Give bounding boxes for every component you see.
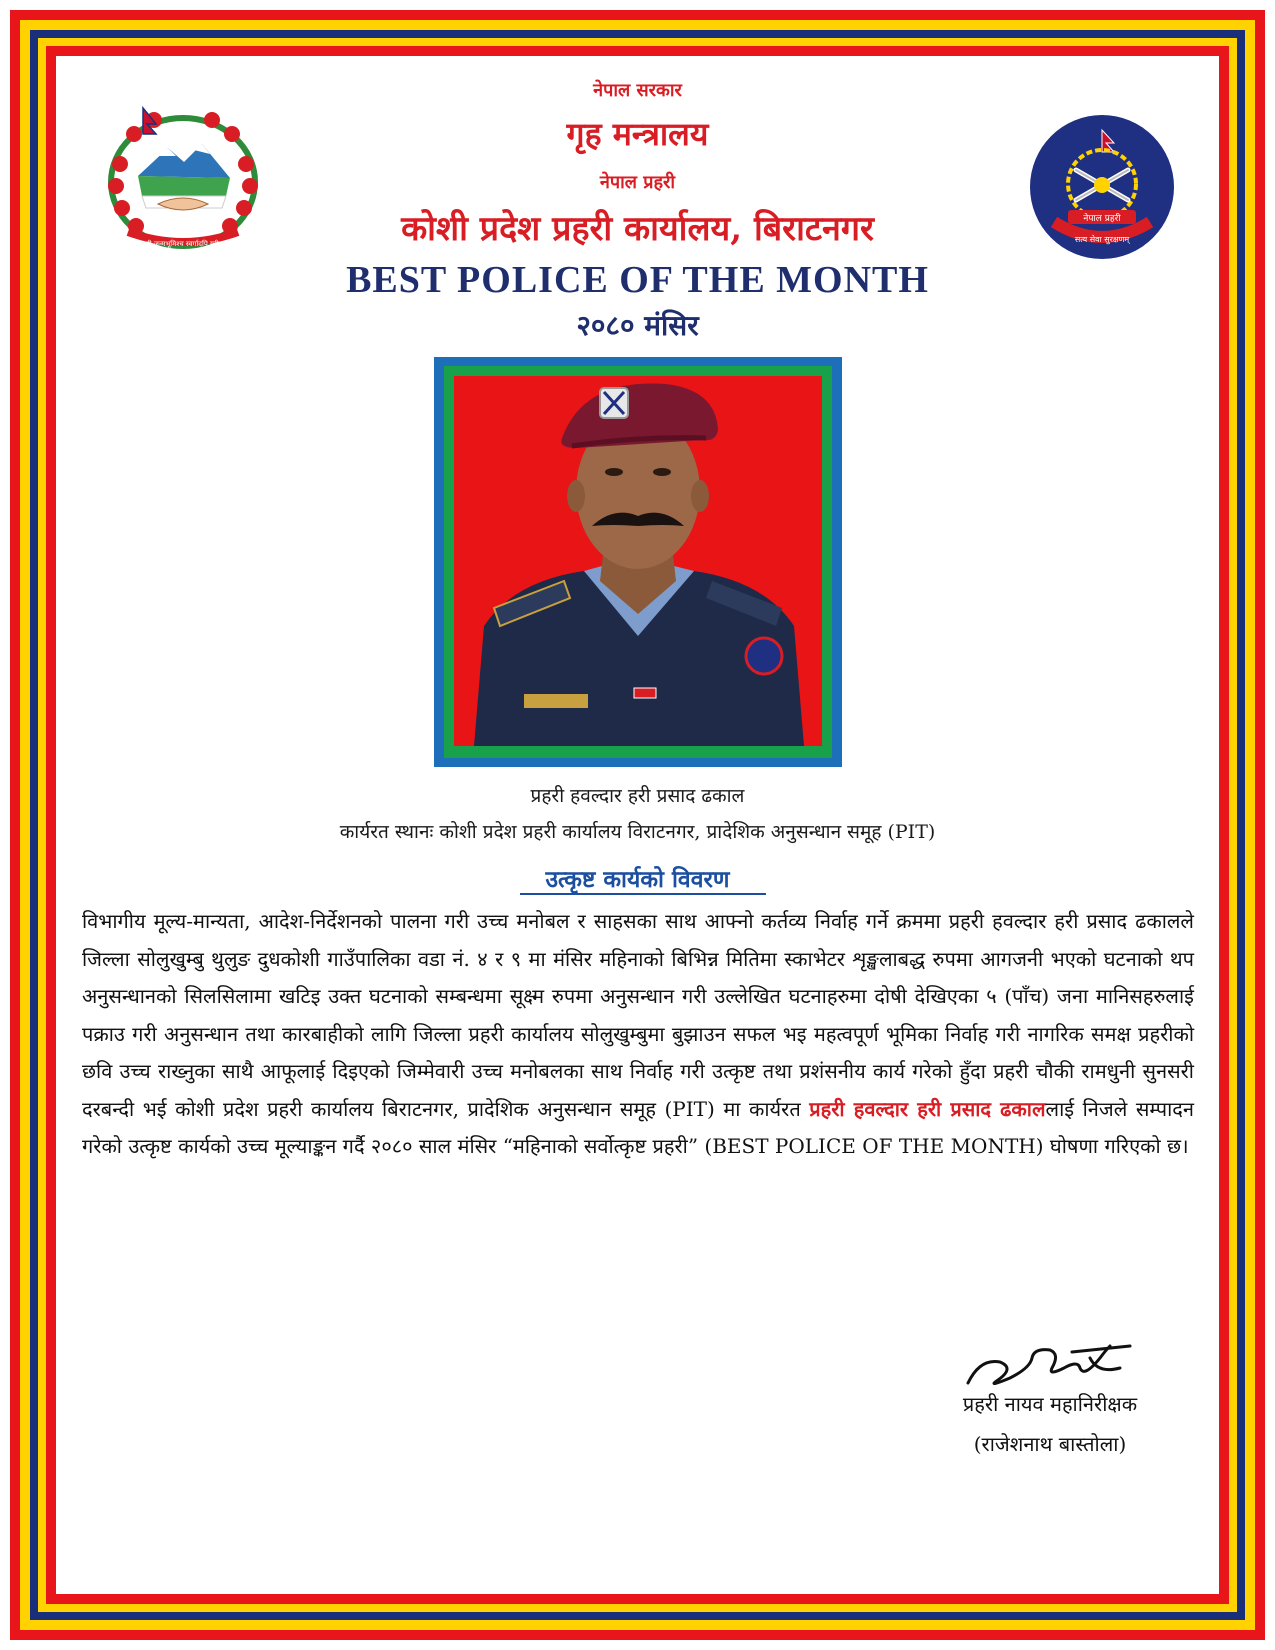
signature-icon <box>960 1328 1135 1398</box>
citation-highlight-name: प्रहरी हवल्दार हरी प्रसाद ढकाल <box>809 1096 1046 1121</box>
section-heading-underline <box>520 893 766 895</box>
office-name: कोशी प्रदेश प्रहरी कार्यालय, बिराटनगर <box>401 209 874 249</box>
ministry-name: गृह मन्त्रालय <box>566 115 709 153</box>
officer-photo <box>454 376 822 746</box>
citation-paragraph <box>82 903 1194 1166</box>
section-heading: उत्कृष्ट कार्यको विवरण <box>545 866 730 893</box>
citation-text-part1: विभागीय मूल्य-मान्यता, आदेश-निर्देशनको पालना गरी उच्च मनोबल र साहसका साथ आफ्नो कर्तव्य निर्वाह गर्ने क्रममा प्रहरी हवल्दार हरी प्रसाद ढकालले जिल्ला सोलुखुम्बु थुलुङ दुधकोशी गाउँपालिका वडा नं. ४ र ९ मा मंसिर महिनाको बिभिन्न मितिमा स्काभेटर शृङ्खलाबद्ध रुपमा आगजनी भएको घटनाको थप अनुसन्धानको सिलसिलामा खटिइ उक्त घटनाको सम्बन्धमा सूक्ष्म रुपमा अनुसन्धान गरी उल्लेखित घटनाहरुमा दोषी देखिएका ५ (पाँच) जना मानिसहरुलाई पक्राउ गरी अनुसन्धान तथा कारबाहीको लागि जिल्ला प्रहरी कार्यालय सोलुखुम्बुमा बुझाउन सफल भइ महत्वपूर्ण भूमिका निर्वाह गरी नागरिक समक्ष प्रहरीको छवि उच्च राख्नुका साथै आफूलाई दिइएको जिम्मेवारी उच्च मनोबलका साथ निर्वाह गरी उत्कृष्ट तथा प्रशंसनीय कार्य गरेको हुँदा प्रहरी चौकी रामधुनी सुनसरी दरबन्दी भई कोशी प्रदेश प्रहरी कार्यालय बिराटनगर, प्रादेशिक अनुसन्धान समूह (PIT) मा कार्यरत <box>82 909 1194 1121</box>
workplace-caption: कार्यरत स्थानः कोशी प्रदेश प्रहरी कार्यालय विराटनगर, प्रादेशिक अनुसन्धान समूह (PIT) <box>339 821 936 843</box>
award-month: २०८० मंसिर <box>576 309 699 342</box>
signatory-name: (राजेशनाथ बास्तोला) <box>973 1432 1127 1456</box>
officer-portrait-icon <box>454 376 822 746</box>
citation-text-part2: लाई निजले सम्पादन गरेको उत्कृष्ट कार्यको उच्च मूल्याङ्कन गर्दै २०८० साल मंसिर “महिनाको सर्वोत्कृष्ट प्रहरी” (BEST POLICE OF THE MONTH) घोषणा गरिएको छ। <box>82 1096 1194 1158</box>
government-name: नेपाल सरकार <box>593 80 682 101</box>
svg-text:सत्य सेवा सुरक्षणम्: सत्य सेवा सुरक्षणम् <box>1074 235 1130 244</box>
police-name: नेपाल प्रहरी <box>599 172 676 193</box>
signatory-title: प्रहरी नायव महानिरीक्षक <box>962 1392 1138 1416</box>
award-title: BEST POLICE OF THE MONTH <box>346 259 929 301</box>
svg-text:जननी जन्मभूमिश्च स्वर्गादपि गर: जननी जन्मभूमिश्च स्वर्गादपि गरीयसी <box>136 240 230 248</box>
svg-text:नेपाल प्रहरी: नेपाल प्रहरी <box>1083 214 1121 224</box>
officer-name-caption: प्रहरी हवल्दार हरी प्रसाद ढकाल <box>530 785 745 807</box>
